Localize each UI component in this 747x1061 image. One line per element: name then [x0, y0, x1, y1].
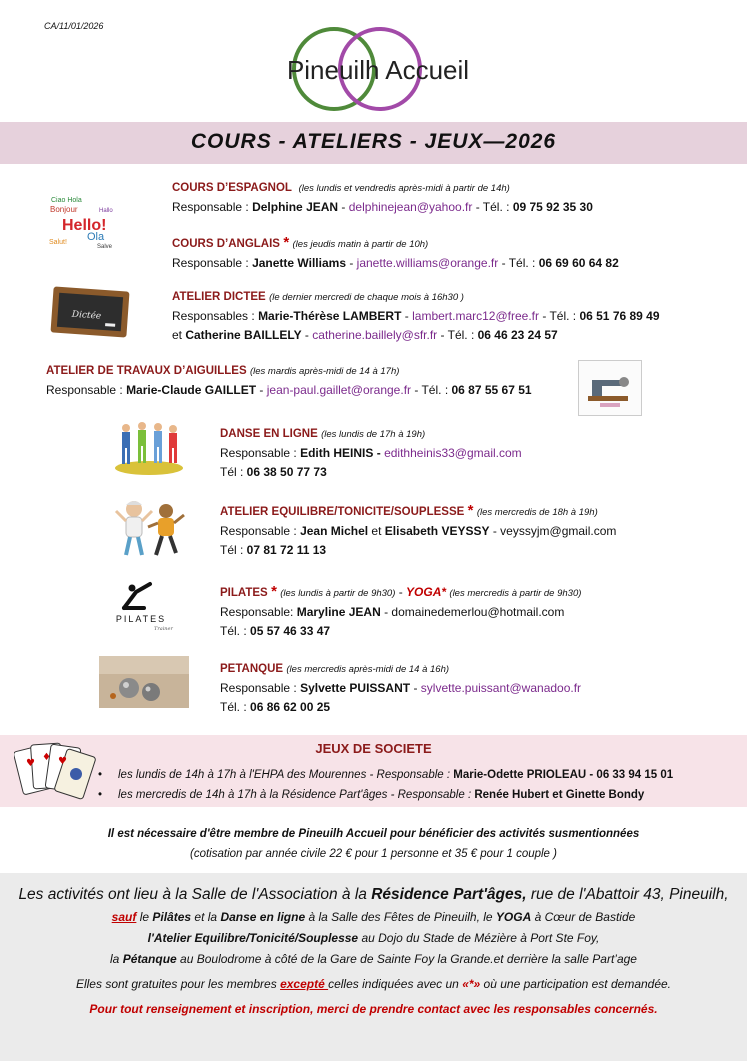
responsible-name: Delphine JEAN	[252, 200, 339, 214]
seniors-exercise-image	[112, 497, 188, 561]
svg-text:Salve: Salve	[97, 244, 113, 250]
svg-text:Salut!: Salut!	[49, 239, 67, 246]
logo-text: Pineuilh Accueil	[286, 55, 470, 85]
activity-name: ATELIER DICTEE	[172, 291, 266, 303]
atelier-aiguilles: ATELIER DE TRAVAUX D’AIGUILLES (les mardis après-midi de 14 à 17h) Responsable : Marie-Claude GAILLET - jean-paul.gaillet@orange.fr - Tél. : 06 87 55 67 51	[46, 365, 532, 397]
phone-number: 05 57 46 33 47	[250, 624, 331, 638]
responsible-name: Catherine BAILLELY	[185, 328, 302, 342]
email-text[interactable]: domainedemerlou@hotmail.com	[391, 605, 565, 619]
cours-espagnol: COURS D’ESPAGNOL (les lundis et vendredis après-midi à partir de 14h) Responsable : Delphine JEAN - delphinejean@yahoo.fr - Tél. : 09 75 92 35 30	[172, 182, 593, 214]
svg-text:♥: ♥	[26, 758, 35, 769]
svg-text:Bonjour: Bonjour	[50, 205, 78, 214]
svg-text:Ola: Ola	[87, 231, 105, 243]
phone-number: 06 69 60 64 82	[538, 256, 619, 270]
atelier-equilibre: ATELIER EQUILIBRE/TONICITE/SOUPLESSE * (les mercredis de 18h à 19h) Responsable : Jean Michel et Elisabeth VEYSSY - veyssyjm@gmail.com Tél : 07 81 72 11 13	[220, 502, 617, 557]
email-link[interactable]: jean-paul.gaillet@orange.fr	[266, 383, 412, 397]
activity-name: PILATES	[220, 587, 268, 599]
atelier-dictee: ATELIER DICTEE (le dernier mercredi de chaque mois à 16h30 ) Responsables : Marie-Thérèse LAMBERT - lambert.marc12@free.fr - Tél. : 06 51 76 89 49 et Catherine BAILLELY - catherine.baillely@sfr.fr - Tél. : 06 46 23 24 57	[172, 291, 660, 342]
footer-info: Les activités ont lieu à la Salle de l'Association à la Résidence Part'âges, rue de l'Abattoir 43, Pineuilh, sauf le Pilâtes et la Danse en ligne à la Salle des Fêtes de Pineuilh, le YOGA à Cœur de Bastide l'Atelier Equilibre/Tonicité/Souplesse au Dojo du Stade de Mézière à Port Ste Foy, la Pétanque au Boulodrome à côté de la Gare de Sainte Foy la Grande.et derrière la salle Part’age Elles sont gratuites pour les membres excepté celles indiquées avec un «*» où une participation est demandée. Pour tout renseignement et inscription, merci de prendre contact avec les responsables concernés.	[18, 886, 729, 1016]
responsible-name: Marie-Odette PRIOLEAU	[453, 769, 587, 781]
petanque-balls-image	[99, 656, 189, 708]
svg-text:♦: ♦	[42, 752, 51, 763]
list-item: • les mercredis de 14h à 17h à la Résidence Part'âges - Responsable : Renée Hubert et Ginette Bondy	[98, 789, 645, 801]
activity-schedule: (le dernier mercredi de chaque mois à 16h30 )	[269, 292, 464, 303]
activity-schedule: (les mardis après-midi de 14 à 17h)	[249, 366, 400, 377]
phone-number: 06 33 94 15 01	[596, 769, 674, 781]
phone-number: 06 51 76 89 49	[579, 309, 660, 323]
email-link[interactable]: janette.williams@orange.fr	[356, 256, 499, 270]
email-link[interactable]: sylvette.puissant@wanadoo.fr	[420, 681, 582, 695]
jeux-societe-list	[98, 765, 673, 805]
yoga-name: YOGA*	[406, 585, 447, 599]
document-reference: CA/11/01/2026	[44, 21, 104, 31]
activity-name: PETANQUE	[220, 663, 284, 675]
languages-word-cloud-image	[47, 192, 125, 250]
activity-name: DANSE EN LIGNE	[220, 428, 318, 440]
responsible-name: Edith HEINIS	[300, 446, 374, 460]
responsible-name: Janette Williams	[252, 256, 346, 270]
svg-text:Hello!: Hello!	[62, 217, 107, 234]
membership-note: Il est nécessaire d'être membre de Pineuilh Accueil pour bénéficier des activités susmentionnées (cotisation par année civile 22 € pour 1 personne et 35 € pour 1 couple )	[107, 828, 640, 860]
petanque: PETANQUE (les mercredis après-midi de 14 à 16h) Responsable : Sylvette PUISSANT - sylvette.puissant@wanadoo.fr Tél. : 06 86 62 00 25	[220, 663, 582, 714]
pilates-logo-image	[102, 578, 180, 634]
phone-number: 06 46 23 24 57	[477, 328, 558, 342]
svg-text:Hallo: Hallo	[99, 208, 113, 214]
email-text[interactable]: veyssyjm@gmail.com	[500, 524, 617, 538]
dictee-slate-image	[50, 286, 130, 338]
line-dance-image	[112, 418, 186, 476]
pilates-yoga: PILATES * (les lundis à partir de 9h30) - YOGA* (les mercredis à partir de 9h30) Responsable: Maryline JEAN - domainedemerlou@hotmail.com Tél. : 05 57 46 33 47	[220, 583, 582, 638]
email-link[interactable]: edithheinis33@gmail.com	[384, 446, 522, 460]
responsible-name: Marie-Thérèse LAMBERT	[258, 309, 402, 323]
svg-text:PILATES: PILATES	[115, 614, 167, 624]
activity-name: COURS D’ANGLAIS	[172, 238, 280, 250]
jeux-societe-title: JEUX DE SOCIETE	[315, 741, 432, 756]
yoga-schedule: (les mercredis à partir de 9h30)	[449, 588, 582, 599]
email-link[interactable]: catherine.baillely@sfr.fr	[312, 328, 438, 342]
sewing-machine-image	[578, 360, 642, 416]
page-title: COURS - ATELIERS - JEUX—2026	[190, 130, 557, 153]
list-item: • les lundis de 14h à 17h à l'EHPA des Mourennes - Responsable : Marie-Odette PRIOLEAU - 06 33 94 15 01	[98, 769, 674, 781]
pineuilh-accueil-logo	[262, 26, 494, 112]
activity-schedule: (les jeudis matin à partir de 10h)	[292, 239, 429, 250]
paid-activity-star: *	[283, 234, 290, 251]
danse-en-ligne: DANSE EN LIGNE (les lundis de 17h à 19h) Responsable : Edith HEINIS - edithheinis33@gmail.com Tél : 06 38 50 77 73	[220, 428, 522, 479]
phone-number: 06 86 62 00 25	[250, 700, 331, 714]
email-link[interactable]: lambert.marc12@free.fr	[412, 309, 539, 323]
responsible-name: Marie-Claude GAILLET	[126, 383, 257, 397]
responsible-name: Renée Hubert et Ginette Bondy	[474, 789, 645, 801]
activity-schedule: (les lundis et vendredis après-midi à partir de 14h)	[298, 183, 510, 194]
activity-schedule: (les lundis de 17h à 19h)	[321, 429, 426, 440]
phone-number: 09 75 92 35 30	[512, 200, 593, 214]
paid-activity-star: *	[467, 502, 474, 519]
activity-schedule: (les lundis à partir de 9h30)	[280, 588, 396, 599]
activity-name: COURS D’ESPAGNOL	[172, 182, 292, 194]
responsible-name: Jean Michel	[300, 524, 369, 538]
responsible-name: Sylvette PUISSANT	[300, 681, 411, 695]
paid-activity-star: *	[271, 583, 277, 600]
activity-name: ATELIER EQUILIBRE/TONICITE/SOUPLESSE	[220, 506, 465, 518]
svg-text:Trainer: Trainer	[154, 626, 173, 632]
responsible-name: Maryline JEAN	[296, 605, 381, 619]
cours-anglais: COURS D’ANGLAIS * (les jeudis matin à partir de 10h) Responsable : Janette Williams - janette.williams@orange.fr - Tél. : 06 69 60 64 82	[172, 234, 619, 270]
email-link[interactable]: delphinejean@yahoo.fr	[348, 200, 473, 214]
responsible-name: Elisabeth VEYSSY	[384, 524, 490, 538]
phone-number: 06 38 50 77 73	[246, 465, 327, 479]
activity-name: ATELIER DE TRAVAUX D’AIGUILLES	[46, 365, 247, 377]
activity-schedule: (les mercredis après-midi de 14 à 16h)	[286, 664, 450, 675]
phone-number: 07 81 72 11 13	[246, 543, 327, 557]
phone-number: 06 87 55 67 51	[451, 383, 532, 397]
activity-schedule: (les mercredis de 18h à 19h)	[476, 507, 598, 518]
svg-text:Dictée: Dictée	[71, 309, 102, 322]
svg-text:Ciao Hola: Ciao Hola	[51, 197, 82, 204]
svg-text:♥: ♥	[58, 756, 67, 767]
